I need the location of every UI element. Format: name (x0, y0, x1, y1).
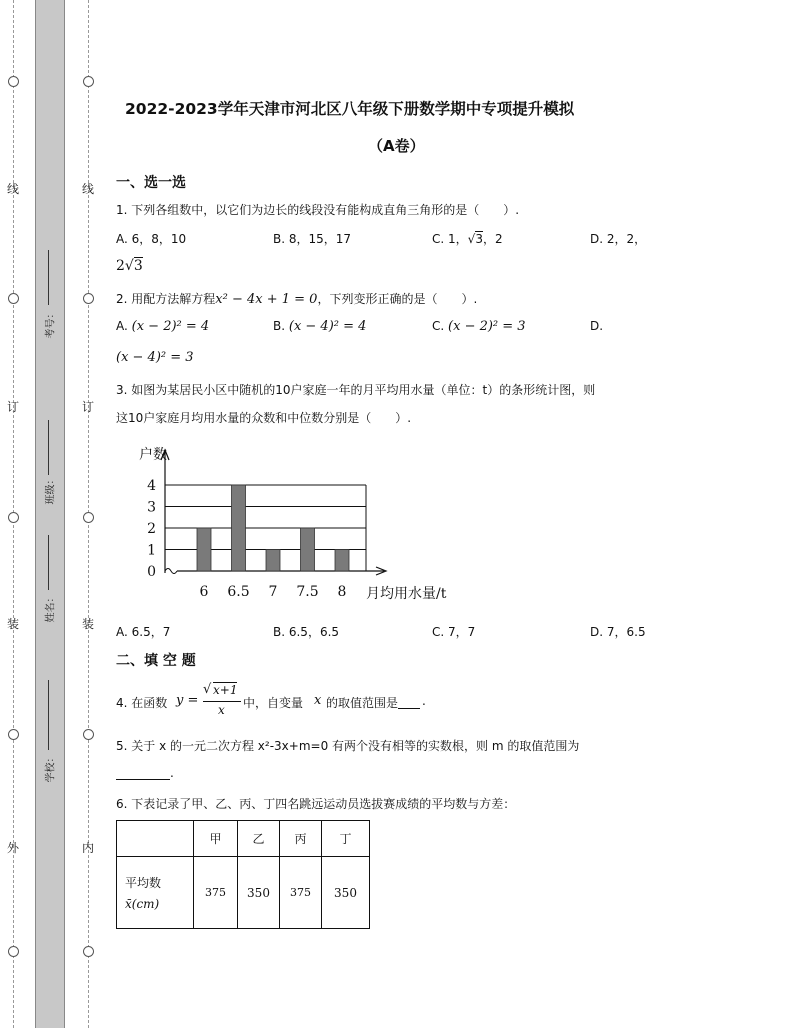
table-cell: 350 (238, 857, 280, 929)
table-header-cell: 丁 (322, 821, 370, 857)
margin-char-inner: 装 (82, 617, 95, 631)
q4-fraction (203, 682, 241, 722)
table-cell: 375 (194, 857, 238, 929)
q1-option-c-prefix: C. 1， (432, 232, 468, 246)
page-title-line1: 2022-2023学年天津市河北区八年级下册数学期中专项提升模拟 (125, 100, 575, 118)
table-header-cell: 甲 (194, 821, 238, 857)
q2-option-a-eq: (x − 2)² = 4 (131, 319, 210, 334)
q2-option-d-eq: (x − 4)² = 3 (116, 350, 194, 365)
margin-char-outer: 订 (7, 400, 20, 414)
punch-hole-outer (8, 293, 19, 304)
field-exam-number-label: 考号： (45, 308, 57, 339)
punch-hole-inner (83, 76, 94, 87)
x-tick-label: 6 (199, 584, 209, 600)
y-axis-title: 户数 (139, 447, 167, 463)
q4-end: . (422, 694, 426, 708)
bar-8 (335, 550, 349, 572)
q3-option-d: D. 7，6.5 (590, 625, 646, 639)
margin-char-inner: 线 (82, 182, 95, 196)
x-tick-label: 7 (268, 584, 278, 600)
x-axis-break (165, 569, 177, 574)
q2-option-b-label: B. (273, 319, 286, 333)
q2-option-c (432, 319, 526, 334)
bar-6.5 (232, 485, 246, 571)
sqrt-icon: √ (124, 258, 134, 274)
punch-hole-inner (83, 512, 94, 523)
bar-6 (197, 528, 211, 571)
y-tick-label: 2 (147, 521, 156, 537)
q4-variable: x (314, 693, 322, 708)
punch-hole-outer (8, 946, 19, 957)
margin-char-outer: 线 (7, 182, 20, 196)
q4-suffix: 的取值范围是 (326, 696, 399, 710)
punch-hole-outer (8, 76, 19, 87)
table-row (117, 857, 370, 929)
field-underline (48, 420, 49, 475)
question-3-line1: 3. 如图为某居民小区中随机的10户家庭一年的月平均用水量（单位：t）的条形统计图，则 (116, 383, 596, 397)
table-cell: 350 (322, 857, 370, 929)
binding-strip (35, 0, 65, 1028)
q1-option-a: A. 6，8，10 (116, 232, 187, 246)
sqrt-icon: √ (203, 682, 212, 697)
question-6-stem: 6. 下表记录了甲、乙、丙、丁四名跳远运动员选拔赛成绩的平均数与方差： (116, 797, 516, 811)
q4-prefix: 4. 在函数 (116, 696, 168, 710)
table-header-cell: 乙 (238, 821, 280, 857)
x-tick-label: 6.5 (227, 584, 250, 600)
y-tick-label: 4 (147, 478, 156, 494)
q4-answer-blank[interactable] (398, 694, 420, 709)
q1-option-d-cont (116, 258, 143, 274)
field-underline (48, 680, 49, 750)
table-header-row (117, 821, 370, 857)
q2-stem-equation: x² − 4x + 1 = 0 (215, 292, 318, 307)
table-header-cell: 丙 (280, 821, 322, 857)
field-underline (48, 250, 49, 305)
question-2-stem (116, 290, 477, 307)
q2-option-a (116, 319, 209, 334)
y-tick-label: 3 (147, 499, 156, 516)
q4-denominator: x (218, 703, 225, 717)
question-1-stem: 1. 下列各组数中，以它们为边长的线段没有能构成直角三角形的是（ ）. (116, 203, 520, 217)
athlete-score-table (116, 820, 370, 929)
x-axis-title: 月均用水量/t (366, 586, 447, 602)
q3-option-b: B. 6.5，6.5 (273, 625, 340, 639)
q1-option-d: D. 2，2， (590, 232, 647, 246)
q4-y-equals: y = (176, 693, 199, 708)
q1-option-c-radicand: 3 (475, 232, 483, 246)
q1-option-d-radicand: 3 (133, 258, 143, 274)
field-school-label: 学校： (45, 752, 57, 783)
field-class-label: 班级： (45, 474, 57, 505)
table-row-label (117, 857, 194, 929)
table-cell: 375 (280, 857, 322, 929)
margin-char-inner: 订 (82, 400, 95, 414)
q2-option-c-label: C. (432, 319, 445, 333)
q4-fraction-bar (203, 701, 241, 702)
x-tick-label: 7.5 (296, 584, 319, 600)
q4-mid: 中，自变量 (243, 696, 304, 710)
table-header-cell (117, 821, 194, 857)
q1-option-c-suffix: ，2 (482, 232, 503, 246)
q2-option-b-eq: (x − 4)² = 4 (288, 319, 367, 334)
question-5-line2 (116, 765, 174, 780)
q2-option-c-eq: (x − 2)² = 3 (448, 319, 526, 334)
q1-option-b: B. 8，15，17 (273, 232, 352, 246)
section-heading-fill: 二、填 空 题 (116, 653, 196, 669)
punch-hole-inner (83, 729, 94, 740)
q2-stem-suffix: ，下列变形正确的是（ ）. (317, 292, 478, 306)
q4-numerator: x+1 (213, 683, 238, 697)
q3-option-c: C. 7，7 (432, 625, 476, 639)
bar-7 (266, 550, 280, 572)
q2-stem-prefix: 2. 用配方法解方程 (116, 292, 216, 306)
page-title-line2: （A卷） (368, 137, 425, 155)
q5-end: . (170, 766, 174, 780)
punch-hole-outer (8, 512, 19, 523)
margin-char-outer: 外 (7, 841, 20, 855)
q1-option-d-coef: 2 (116, 258, 125, 274)
punch-hole-outer (8, 729, 19, 740)
sqrt-icon: √ (467, 232, 476, 246)
y-tick-label: 0 (147, 564, 156, 580)
y-tick-label: 1 (147, 542, 156, 559)
margin-char-outer: 装 (7, 617, 20, 631)
row-label-unit: x̄(cm) (125, 897, 160, 911)
question-5-line1: 5. 关于 x 的一元二次方程 x²-3x+m=0 有两个没有相等的实数根，则 m 的取值范围为 (116, 739, 580, 753)
bar-7.5 (301, 528, 315, 571)
field-name-label: 姓名： (45, 592, 57, 623)
field-underline (48, 535, 49, 590)
water-usage-bar-chart (120, 440, 460, 610)
q1-option-c (432, 230, 503, 247)
punch-hole-inner (83, 293, 94, 304)
q3-option-a: A. 6.5，7 (116, 625, 171, 639)
section-heading-choice: 一、选一选 (116, 175, 186, 191)
question-3-line2: 这10户家庭月均用水量的众数和中位数分别是（ ）. (116, 411, 412, 425)
row-label-mean: 平均数 (125, 876, 162, 890)
x-tick-label: 8 (337, 584, 347, 600)
q5-answer-blank[interactable] (116, 765, 170, 780)
margin-char-inner: 内 (82, 841, 95, 855)
q2-option-d-label: D. (590, 319, 604, 333)
q2-option-b (273, 319, 366, 334)
q2-option-a-label: A. (116, 319, 128, 333)
punch-hole-inner (83, 946, 94, 957)
